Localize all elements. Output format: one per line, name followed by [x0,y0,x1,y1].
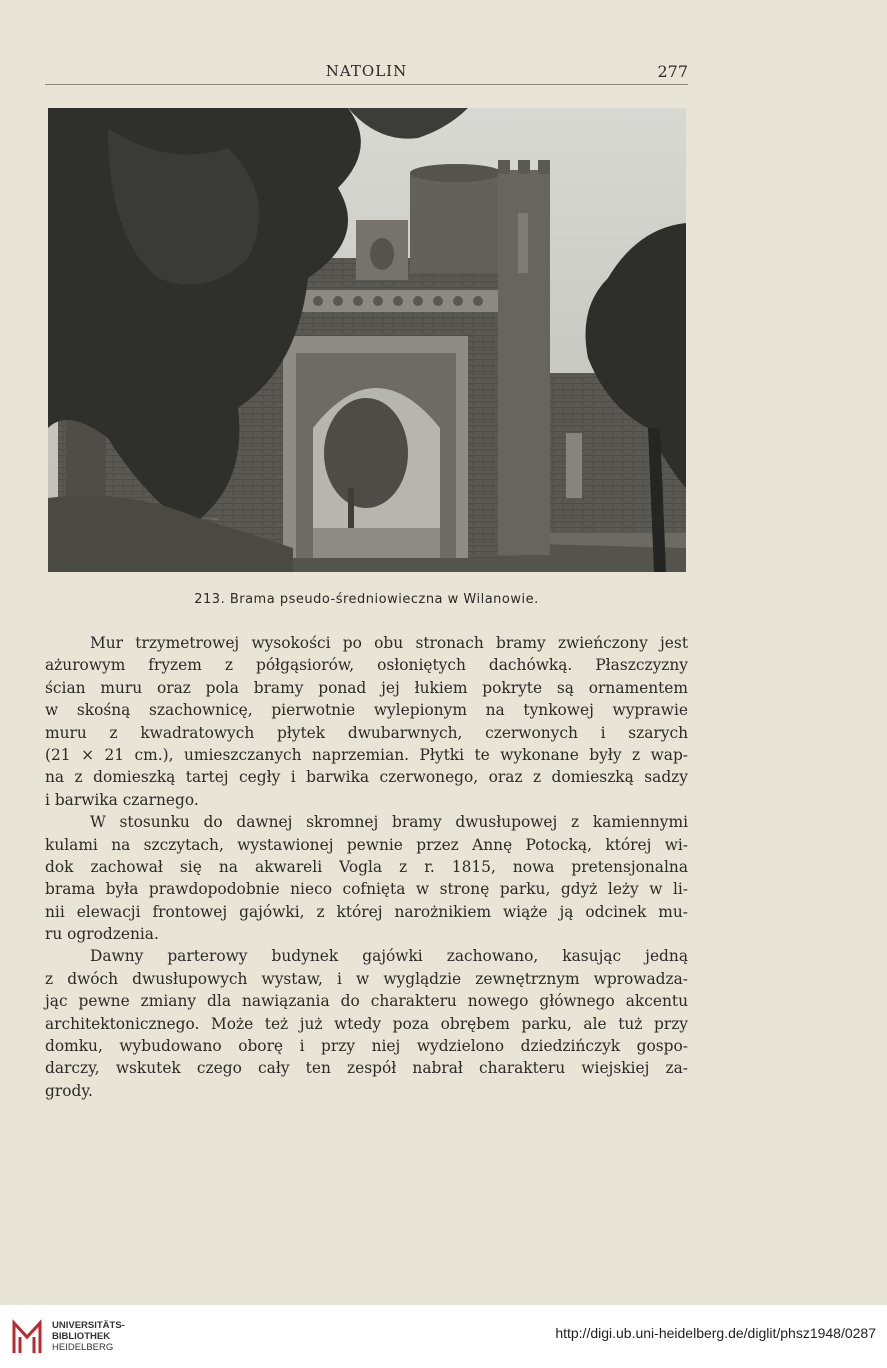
text-line: jąc pewne zmiany dla nawiązania do charakteru nowego głównego akcentu [45,992,688,1011]
text-line: na z domieszką tartej cegły i barwika czerwonego, oraz z domieszką sadzy [45,768,688,787]
gate-photograph-image [48,108,686,572]
document-url-link[interactable]: http://digi.ub.uni-heidelberg.de/diglit/phsz1948/0287 [555,1325,876,1341]
text-line: muru z kwadratowych płytek dwubarwnych, czerwonych i szarych [45,723,688,742]
page-number: 277 [657,62,688,81]
figure-caption: 213. Brama pseudo-średniowieczna w Wilanowie. [194,592,539,607]
library-name-line: UNIVERSITÄTS- [52,1320,125,1331]
text-line: grody. [45,1081,93,1100]
text-line: Mur trzymetrowej wysokości po obu stronach bramy zwieńczony jest [90,634,688,652]
gate-photograph [48,108,686,572]
running-title: NATOLIN [325,62,408,80]
text-line: i barwika czarnego. [45,790,199,809]
text-line: (21 × 21 cm.), umieszczanych naprzemian. Płytki te wykonane były z wap- [45,745,688,764]
text-line: architektonicznego. Może też już wtedy poza obrębem parku, ale tuż przy [45,1014,688,1033]
text-line: darczy, wskutek czego cały ten zespół nabrał charakteru wiejskiej za- [45,1059,688,1078]
text-line: kulami na szczytach, wystawionej pewnie przez Annę Potocką, której wi- [45,835,688,854]
text-line: dok zachował się na akwareli Vogla z r. 1815, nowa pretensjonalna [45,857,688,876]
text-line: z dwóch dwusłupowych wystaw, i w wyglądzie zewnętrznym wprowadza- [45,969,688,988]
text-line: Dawny parterowy budynek gajówki zachowano, kasując jedną [90,947,688,966]
university-library-logo-icon[interactable] [10,1317,44,1357]
viewer-footer [0,1305,887,1368]
library-name [52,1320,125,1353]
text-line: ażurowym fryzem z półgąsiorów, osłoniętych dachówką. Płaszczyzny [45,656,688,675]
library-name-line: BIBLIOTHEK [52,1331,111,1342]
text-line: w skośną szachownicę, pierwotnie wylepionym na tynkowej wyprawie [45,701,688,720]
text-line: nii elewacji frontowej gajówki, z której narożnikiem wiąże ją odcinek mu- [45,902,688,921]
text-line: W stosunku do dawnej skromnej bramy dwusłupowej z kamiennymi [90,813,688,832]
text-line: domku, wybudowano oborę i przy niej wydzielono dziedzińczyk gospo- [45,1037,688,1056]
text-line: ru ogrodzenia. [45,925,159,944]
library-name-line: HEIDELBERG [52,1342,114,1353]
body-text [45,632,688,1102]
text-line: brama była prawdopodobnie nieco cofnięta w stronę parku, gdyż leży w li- [45,880,688,899]
running-head [45,60,688,85]
text-line: ścian muru oraz pola bramy ponad jej łukiem pokryte są ornamentem [45,678,688,697]
